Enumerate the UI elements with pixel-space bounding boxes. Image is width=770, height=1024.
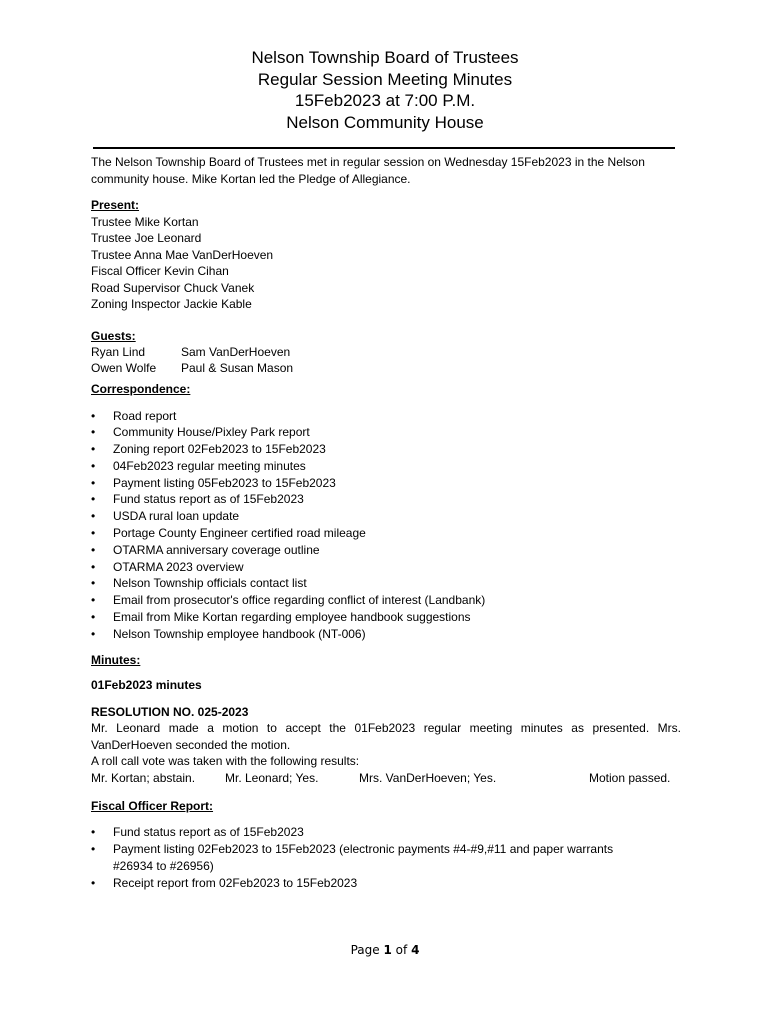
present-heading: Present:: [91, 198, 140, 212]
list-item: • Nelson Township employee handbook (NT-006): [91, 626, 366, 641]
bullet-icon: •: [91, 458, 96, 473]
fiscal-heading: Fiscal Officer Report:: [91, 798, 214, 813]
location-line: Nelson Community House: [286, 112, 484, 132]
page-label: Page: [350, 943, 380, 957]
bullet-icon: •: [91, 492, 96, 507]
subtitle-line: Regular Session Meeting Minutes: [257, 69, 513, 89]
bullet-icon: •: [91, 442, 96, 457]
page-number: 1: [383, 943, 392, 957]
correspondence-heading: Correspondence:: [91, 382, 191, 396]
intro-line: The Nelson Township Board of Trustees met in regular session on Wednesday 15Feb2023 in the Nelson: [91, 155, 645, 169]
bullet-icon: •: [91, 509, 96, 524]
list-item: • Email from prosecutor's office regarding conflict of interest (Landbank): [91, 593, 486, 608]
list-item: • Portage County Engineer certified road mileage: [91, 526, 366, 541]
list-item: • USDA rural loan update: [91, 509, 240, 524]
bullet-icon: •: [91, 425, 96, 440]
fiscal-list: [91, 824, 681, 891]
resolution-title: RESOLUTION NO. 025-2023: [91, 704, 249, 719]
list-item: • Road report: [91, 408, 177, 423]
list-item: • Fund status report as of 15Feb2023: [91, 492, 304, 507]
list-item: • 04Feb2023 regular meeting minutes: [91, 458, 306, 473]
minutes-heading: Minutes:: [91, 652, 141, 667]
vote: Mrs. VanDerHoeven; Yes.: [359, 770, 497, 785]
document-body: [91, 154, 681, 891]
guest-name: Paul & Susan Mason: [181, 361, 294, 375]
resolution-block: [91, 704, 681, 786]
list-item: • Receipt report from 02Feb2023 to 15Feb2023: [91, 875, 358, 890]
list-item: • Email from Mike Kortan regarding employee handbook suggestions: [91, 610, 471, 625]
motion-result: Motion passed.: [589, 770, 671, 785]
vote: Mr. Leonard; Yes.: [225, 770, 319, 785]
motion-text: Mr. Leonard made a motion to accept the 01Feb2023 regular meeting minutes as presented. Mrs.: [91, 721, 681, 736]
guest-row: [91, 344, 681, 360]
motion-text: VanDerHoeven seconded the motion.: [91, 737, 291, 752]
present-member: Trustee Joe Leonard: [91, 231, 202, 245]
present-section: [91, 197, 681, 313]
bullet-icon: •: [91, 408, 96, 423]
list-item: • Nelson Township officials contact list: [91, 576, 307, 591]
bullet-icon: •: [91, 626, 96, 641]
bullet-icon: •: [91, 576, 96, 591]
guest-row: [91, 360, 681, 376]
correspondence-list: [91, 408, 681, 643]
bullet-icon: •: [91, 475, 96, 490]
bullet-icon: •: [91, 559, 96, 574]
list-item: • Fund status report as of 15Feb2023: [91, 825, 304, 840]
intro-paragraph: [91, 154, 681, 187]
roll-call-intro: A roll call vote was taken with the following results:: [91, 754, 360, 769]
present-member: Trustee Mike Kortan: [91, 214, 199, 229]
bullet-icon: •: [91, 841, 96, 856]
guests-section: [91, 328, 681, 377]
list-item: • Payment listing 05Feb2023 to 15Feb2023: [91, 475, 336, 490]
list-item: • Payment listing 02Feb2023 to 15Feb2023 (electronic payments #4-#9,#11 and paper warrants #26934 to #26956): [91, 841, 614, 873]
guest-name: Owen Wolfe: [91, 361, 157, 375]
meeting-date-line: 15Feb2023 at 7:00 P.M.: [294, 91, 476, 110]
guests-heading: Guests:: [91, 328, 136, 343]
guest-name: Sam VanDerHoeven: [181, 345, 291, 359]
present-member: Trustee Anna Mae VanDerHoeven: [91, 247, 274, 262]
title-line: Nelson Township Board of Trustees: [251, 48, 519, 67]
bullet-icon: •: [91, 542, 96, 557]
minutes-subheading: 01Feb2023 minutes: [91, 678, 202, 693]
list-item: • OTARMA 2023 overview: [91, 559, 244, 574]
intro-line: community house. Mike Kortan led the Pledge of Allegiance.: [91, 171, 411, 186]
guest-name: Ryan Lind: [91, 345, 146, 359]
list-item: • OTARMA anniversary coverage outline: [91, 542, 320, 557]
present-member: Road Supervisor Chuck Vanek: [91, 280, 255, 295]
page-total: 4: [411, 943, 420, 957]
bullet-icon: •: [91, 875, 96, 890]
document-title: [0, 47, 770, 133]
page-of-label: of: [395, 943, 408, 957]
roll-call-votes: [91, 770, 681, 786]
bullet-icon: •: [91, 825, 96, 840]
bullet-icon: •: [91, 526, 96, 541]
list-item: • Zoning report 02Feb2023 to 15Feb2023: [91, 442, 326, 457]
present-member: Zoning Inspector Jackie Kable: [91, 297, 252, 311]
bullet-icon: •: [91, 610, 96, 625]
present-member: Fiscal Officer Kevin Cihan: [91, 264, 229, 278]
list-item: • Community House/Pixley Park report: [91, 425, 310, 440]
bullet-icon: •: [91, 593, 96, 608]
page-footer: [0, 943, 770, 957]
divider-rule: [93, 147, 675, 149]
vote: Mr. Kortan; abstain.: [91, 770, 196, 785]
